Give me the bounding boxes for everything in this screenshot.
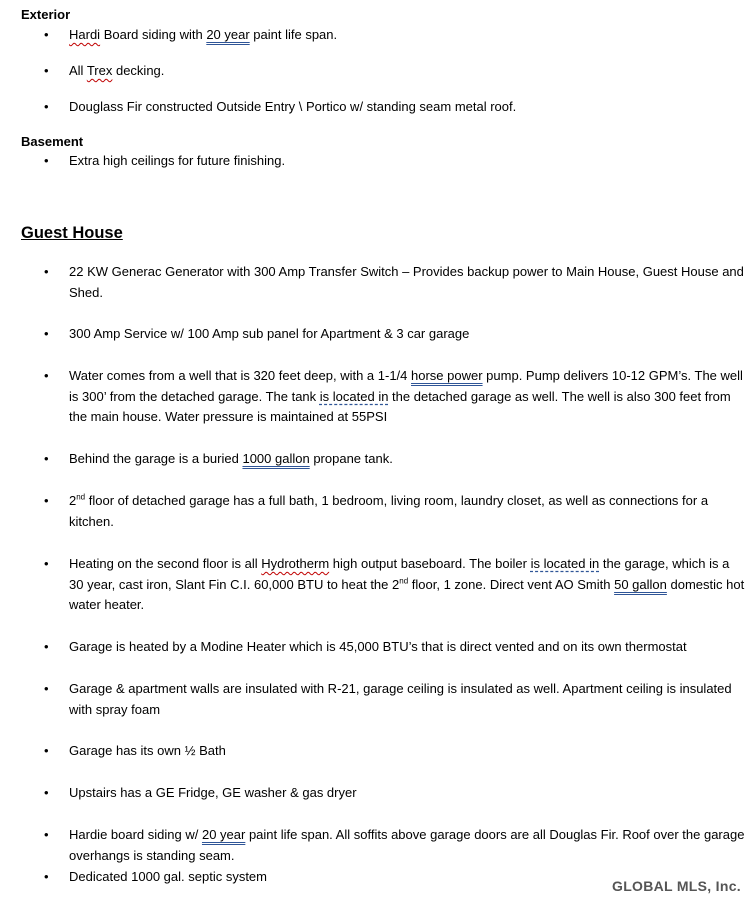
bullet-icon: • bbox=[44, 743, 49, 758]
bullet-icon: • bbox=[44, 869, 49, 884]
bullet-icon: • bbox=[44, 264, 49, 279]
basement-heading: Basement bbox=[21, 134, 84, 149]
list-item: • All Trex decking. bbox=[69, 61, 745, 82]
bullet-icon: • bbox=[44, 785, 49, 800]
list-item: • Douglass Fir constructed Outside Entry \ Portico w/ standing seam metal roof. bbox=[69, 97, 745, 118]
list-item: • Hardie board siding w/ 20 year paint life span. All soffits above garage doors are all Douglas Fir. Roof over the garage overhangs is standing seam. bbox=[44, 827, 745, 863]
list-item: • Dedicated 1000 gal. septic system bbox=[69, 867, 745, 888]
bullet-icon: • bbox=[44, 681, 49, 696]
list-item: • Garage is heated by a Modine Heater which is 45,000 BTU’s that is direct vented and on its own thermostat bbox=[69, 637, 745, 658]
list-item: • Garage & apartment walls are insulated with R-21, garage ceiling is insulated as well. Apartment ceiling is insulated with spray foam bbox=[44, 681, 732, 717]
bullet-icon: • bbox=[44, 556, 49, 571]
bullet-icon: • bbox=[44, 99, 49, 114]
exterior-heading: Exterior bbox=[21, 7, 71, 22]
list-item: • 22 KW Generac Generator with 300 Amp Transfer Switch – Provides backup power to Main House, Guest House and Shed. bbox=[44, 264, 744, 300]
list-item: • Hardi Board siding with 20 year paint life span. bbox=[69, 25, 745, 46]
list-item: • 300 Amp Service w/ 100 Amp sub panel for Apartment & 3 car garage bbox=[69, 324, 745, 345]
bullet-icon: • bbox=[44, 326, 49, 341]
list-item: • Behind the garage is a buried 1000 gallon propane tank. bbox=[69, 449, 745, 470]
list-item: • Garage has its own ½ Bath bbox=[69, 741, 745, 762]
bullet-icon: • bbox=[44, 493, 49, 508]
bullet-icon: • bbox=[44, 827, 49, 842]
list-item: • Upstairs has a GE Fridge, GE washer & gas dryer bbox=[69, 783, 745, 804]
list-item: • Extra high ceilings for future finishing. bbox=[69, 151, 745, 172]
bullet-icon: • bbox=[44, 63, 49, 78]
list-item: • 2nd floor of detached garage has a full bath, 1 bedroom, living room, laundry closet, as well as connections for a kitchen. bbox=[44, 492, 709, 529]
watermark: GLOBAL MLS, Inc. bbox=[612, 878, 741, 894]
list-item: • Water comes from a well that is 320 feet deep, with a 1-1/4 horse power pump. Pump delivers 10-12 GPM’s. The well is 300’ from the detached garage. The tank is located in the detached garage as well. The well is also 300 feet from the main house. Water pressure is maintained at 55PSI bbox=[44, 368, 743, 424]
guest-house-heading: Guest House bbox=[21, 224, 123, 242]
bullet-icon: • bbox=[44, 368, 49, 383]
list-item: • Heating on the second floor is all Hydrotherm high output baseboard. The boiler is located in the garage, which is a 30 year, cast iron, Slant Fin C.I. 60,000 BTU to heat the 2nd floor, 1 zone. Direct vent AO Smith 50 gallon domestic hot water heater. bbox=[44, 556, 745, 612]
bullet-icon: • bbox=[44, 639, 49, 654]
bullet-icon: • bbox=[44, 153, 49, 168]
bullet-icon: • bbox=[44, 27, 49, 42]
bullet-icon: • bbox=[44, 451, 49, 466]
